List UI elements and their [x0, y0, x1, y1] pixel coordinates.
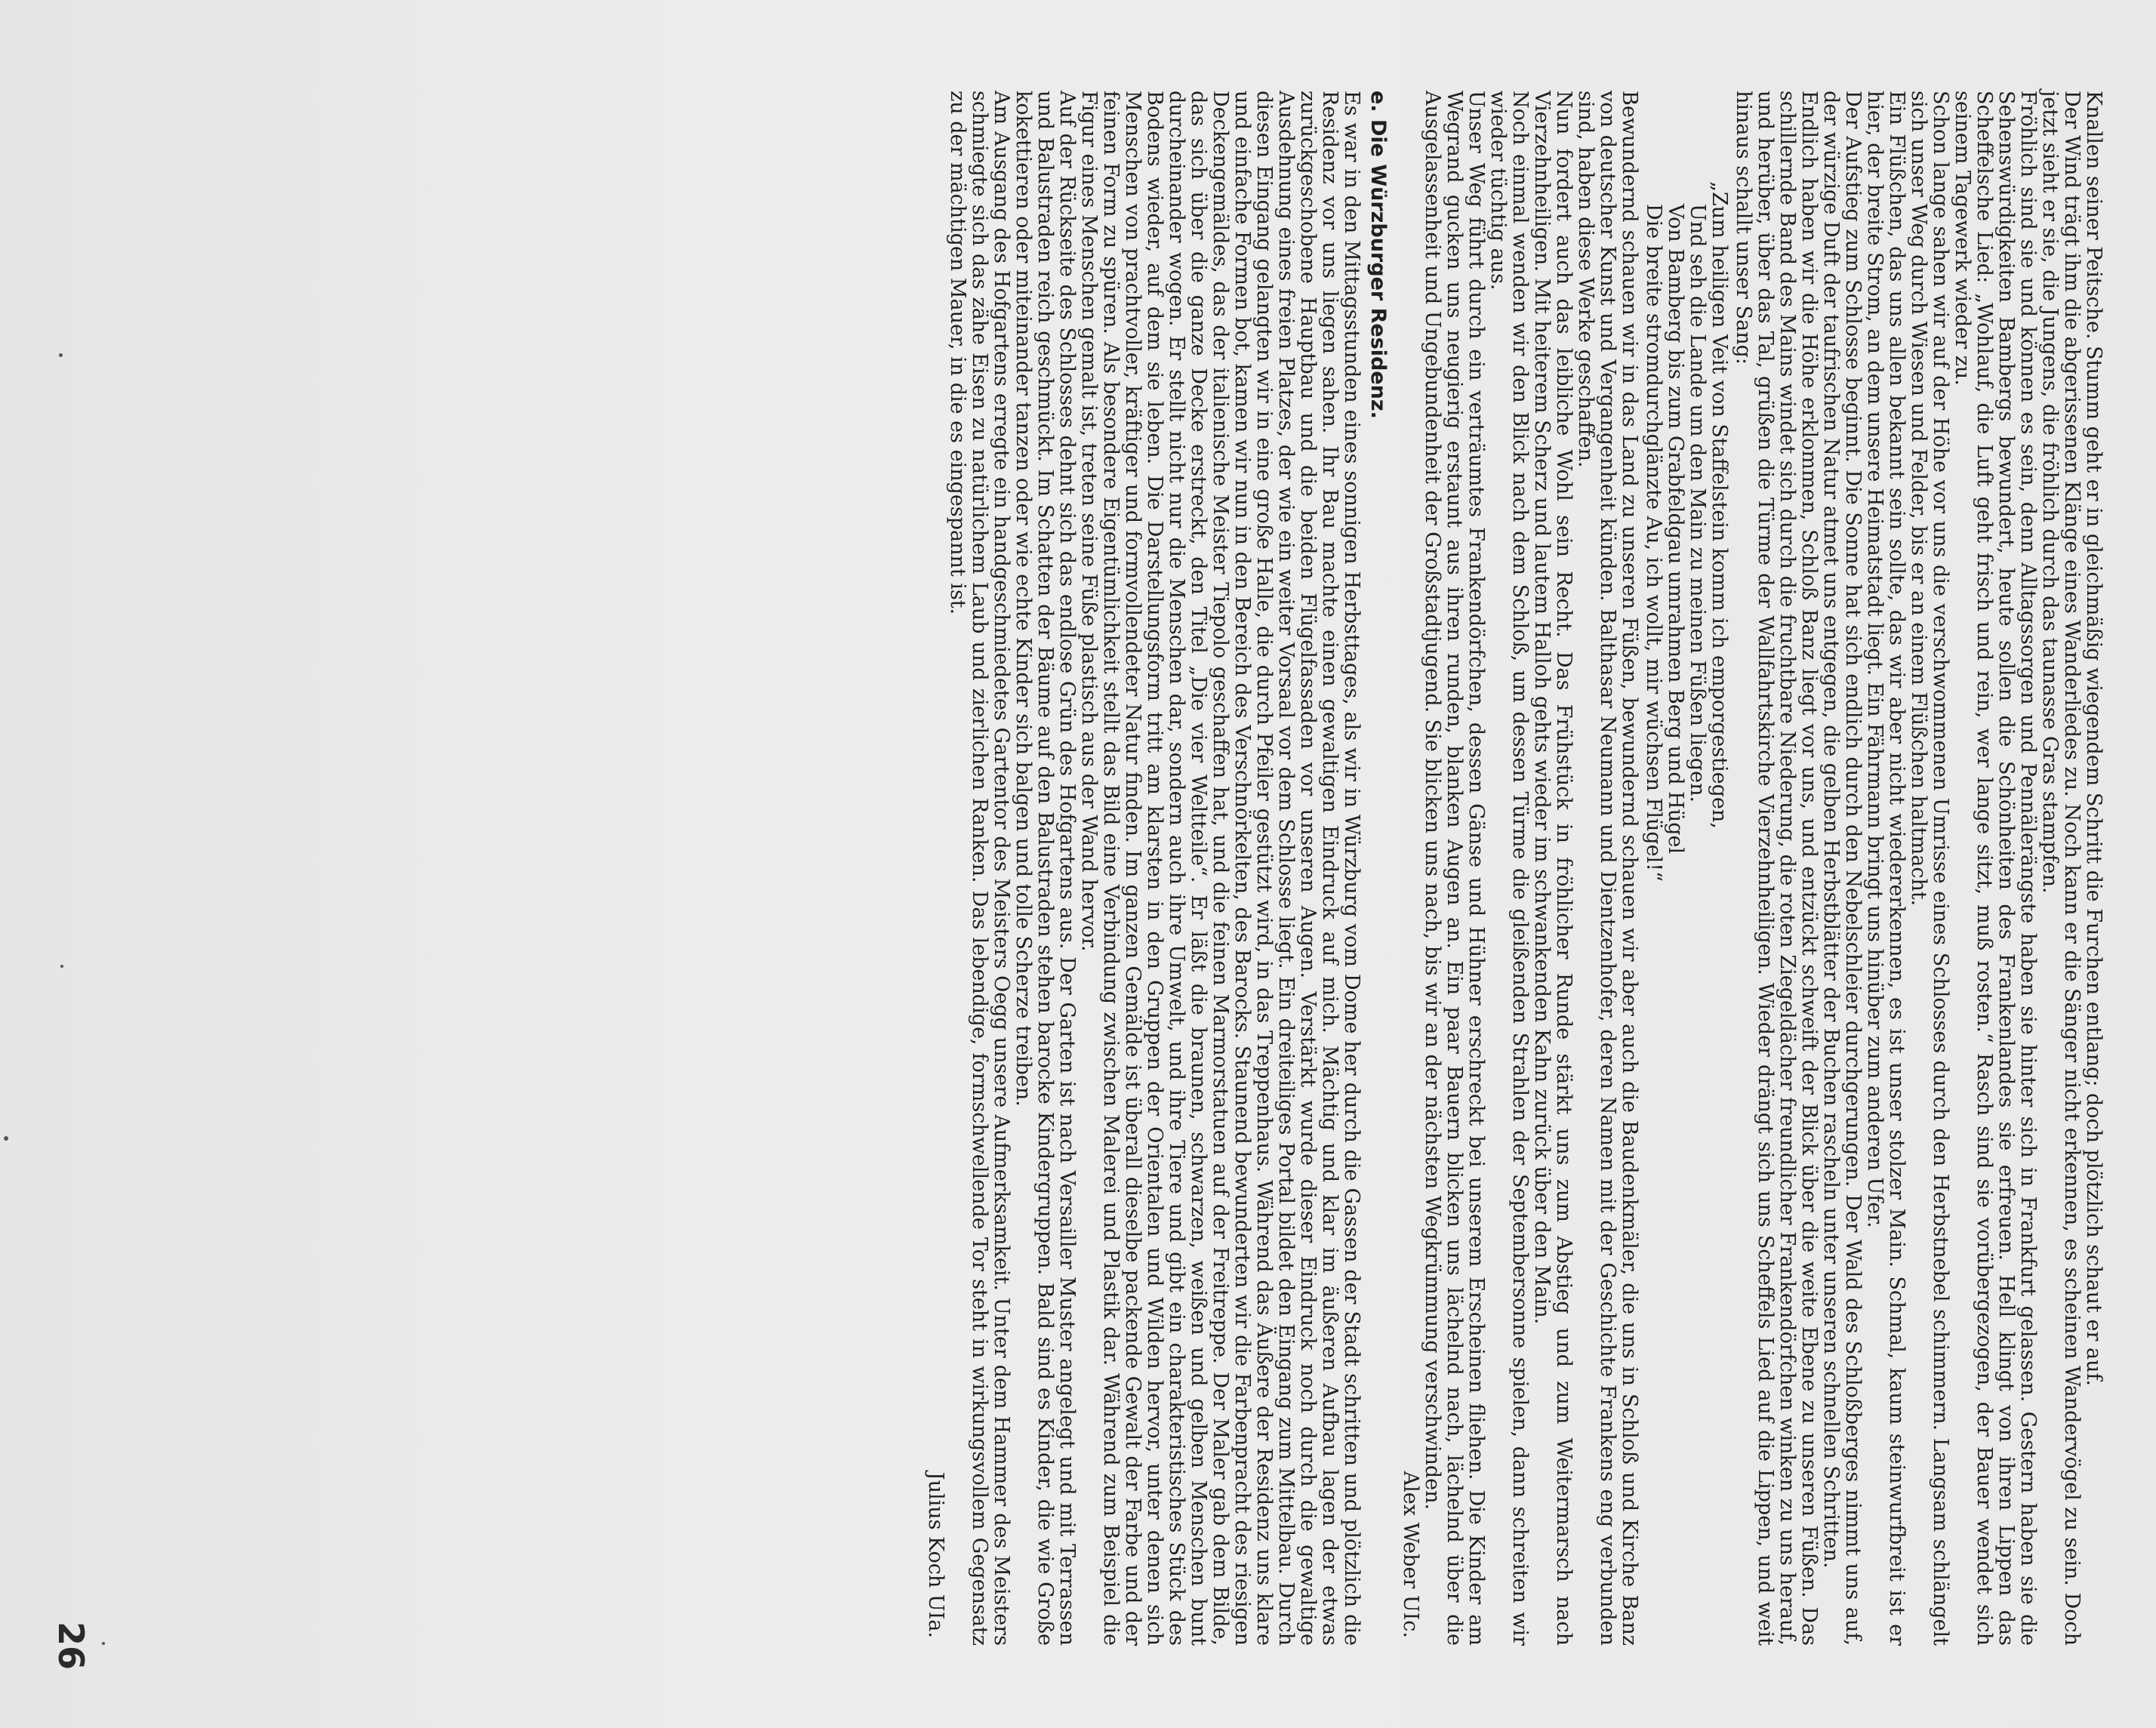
scan-speck	[102, 1642, 105, 1645]
poem-stanza	[1643, 91, 1730, 1646]
paragraph: Schon lange sahen wir auf der Höhe vor uns die verschwommenen Umrisse eines Schlosses durch den Herbstnebel schimmern. Langsam schlängelt sich unser Weg durch Wiesen und Felder, bis er an einem Flüßchen haltmacht.	[1907, 91, 1952, 1646]
scan-speck	[60, 965, 63, 968]
scan-speck	[4, 1136, 8, 1141]
paragraph: Unser Weg führt durch ein verträumtes Frankendörfchen, dessen Gänse und Hühner erschreckt bei unserem Erscheinen fliehen. Die Kinder am Wegrand gucken uns neugierig erstaunt aus ihren runden, blanken Augen an. Ein paar Bauern blicken uns lächelnd nach, lächelnd über die Ausgelassenheit und Ungebundenheit der Großstadtjugend. Sie blicken uns nach, bis wir an der nächsten Wegkrümmung verschwinden.	[1421, 91, 1488, 1646]
paragraph: Auf der Rückseite des Schlosses dehnt sich das endlose Grün des Hofgartens aus. Der Garten ist nach Versailler Muster angelegt und mit Terrassen und Balustraden reich geschmückt. Im Schatten der Bäume auf den Balustraden stehen barocke Kindergruppen. Bald sind es Kinder, die wie Große kokettieren oder miteinander tanzen oder wie echte Kinder sich balgen und tolle Scherze treiben.	[1012, 91, 1079, 1646]
rotated-text-block	[36, 68, 2120, 1671]
paragraph: Fröhlich sind sie und können es sein, denn Alltagssorgen und Pennälerängste haben sie hinter sich in Frankfurt gelassen. Gestern haben sie die Sehenswürdigkeiten Bambergs bewundert, heute sollen die Schönheiten des Frankenlandes sie erfreuen. Hell klingt von ihren Lippen das Scheffelsche Lied: „Wohlauf, die Luft geht frisch und rein, wer lange sitzt, muß rosten.“ Rasch sind sie vorübergezogen, der Bauer wendet sich seinem Tagewerk wieder zu.	[1951, 91, 2040, 1646]
author-signature: Alex Weber UIc.	[1399, 1471, 1422, 1638]
paragraph: Endlich haben wir die Höhe erklommen, Schloß Banz liegt vor uns, und entzückt schweift der Blick über die weite Ebene zu unseren Füßen. Das schillernde Band des Mains windet sich durch die fruchtbare Niederung, die roten Ziegeldächer freundlicher Frankendörfchen winken zu uns herauf, und herüber, über das Tal, grüßen die Türme der Wallfahrtskirche Vierzehnheiligen. Wieder drängt sich uns Scheffels Lied auf die Lippen, und weit hinaus schallt unser Sang:	[1732, 91, 1821, 1646]
author-signature: Julius Koch UIa.	[924, 1471, 947, 1638]
poem-line: Und seh die Lande um den Main zu meinen Füßen liegen.	[1686, 204, 1709, 803]
poem-line: „Zum heiligen Veit von Staffelstein komm ich emporgestiegen,	[1708, 181, 1731, 829]
page-body	[51, 91, 2105, 1671]
paragraph: Ein Flüßchen, das uns allen bekannt sein sollte, das wir aber nicht wiedererkennen, es ist unser stolzer Main. Schmal, kaum steinwurfbreit ist er hier, der breite Strom, an dem unsere Heimatstadt liegt. Ein Fährmann bringt uns hinüber zum anderen Ufer.	[1863, 91, 1908, 1646]
poem-line: Von Bamberg bis zum Grabfeldgau umrahmen Berg und Hügel	[1664, 204, 1687, 855]
paragraph: Am Ausgang des Hofgartens erregte ein handgeschmiedetes Gartentor des Meisters Oegg unsere Aufmerksamkeit. Unter dem Hammer des Meisters schmiegte sich das zähe Eisen zu natürlichem Laub und zierlichen Ranken. Das lebendige, formschwellende Tor steht in wirkungsvollem Gegensatz zu der mächtigen Mauer, in die es eingespannt ist.	[946, 91, 1013, 1646]
poem-line: Die breite stromdurchglänzte Au, ich wollt, mir wüchsen Flügel!“	[1642, 204, 1665, 882]
paragraph: Der Aufstieg zum Schlosse beginnt. Die Sonne hat sich endlich durch den Nebelschleier durchgerungen. Der Wald des Schloßberges nimmt uns auf, der würzige Duft der taufrischen Natur atmet uns entgegen, die gelben Herbstblätter der Buchen rascheln unter unseren schnellen Schritten.	[1819, 91, 1865, 1646]
paragraph: Es war in den Mittagsstunden eines sonnigen Herbsttages, als wir in Würzburg vom Dome her durch die Gassen der Stadt schritten und plötzlich die Residenz vor uns liegen sahen. Ihr Bau machte einen gewaltigen Eindruck auf mich. Mächtig und klar im äußeren Aufbau lagen der etwas zurückgeschobene Hauptbau und die beiden Flügelfassaden vor unseren Augen. Verstärkt wurde dieser Eindruck noch durch die gewaltige Ausdehnung eines freien Platzes, der wie ein weiter Vorsaal vor dem Schlosse liegt. Ein dreiteiliges Portal bildet den Eingang zum Mittelbau. Durch diesen Eingang gelangten wir in eine große Halle, die durch Pfeiler gestützt wird, in das Treppenhaus. Während das Äußere der Residenz uns klare und einfache Formen bot, kamen wir nun in den Bereich des Verschnörkelten, des Barocks. Staunend bewunderten wir die Farbenpracht des riesigen Deckengemäldes, das der italienische Meister Tiepolo geschaffen hat, und die feinen Marmorstatuen auf der Freitreppe. Der Maler gab dem Bilde, das sich über die ganze Decke erstreckt, den Titel „Die vier Weltteile“. Er läßt die braunen, schwarzen, weißen und gelben Menschen bunt durcheinander wogen. Er stellt nicht nur die Menschen dar, sondern auch ihre Umwelt, und ihre Tiere und gibt ein charakteristisches Stück des Bodens wieder, auf dem sie leben. Die Darstellungsform tritt am klarsten in den Gruppen der Orientalen und Wilden hervor, unter denen sich Menschen von prachtvoller, kräftiger und formvollendeter Natur finden. Im ganzen Gemälde ist überall dieselbe packende Gewalt der Farbe und der feinen Form zu spüren. Als besondere Eigentümlichkeit stellt das Bild eine Verbindung zwischen Malerei und Plastik dar. Während zum Beispiel die Figur eines Menschen gemalt ist, treten seine Füße plastisch aus der Wand hervor.	[1077, 91, 1363, 1646]
paragraph: Nun fordert auch das leibliche Wohl sein Recht. Das Frühstück in fröhlicher Runde stärkt uns zum Abstieg und zum Weitermarsch nach Vierzehnheiligen. Mit heiterem Scherz und lautem Halloh gehts wieder im schwankenden Kahn zurück über den Main.	[1530, 91, 1575, 1646]
paragraph: Der Wind trägt ihm die abgerissenen Klänge eines Wanderliedes zu. Noch kann er die Sänger nicht erkennen, es scheinen Wandervögel zu sein. Doch jetzt sieht er sie, die Jungens, die fröhlich durch das taunasse Gras stampfen.	[2038, 91, 2084, 1646]
paragraph: Knallen seiner Peitsche. Stumm geht er in gleichmäßig wiegendem Schritt die Furchen entlang; doch plötzlich schaut er auf.	[2082, 91, 2105, 1387]
page-number: 26	[51, 1622, 91, 1671]
scan-speck	[59, 353, 63, 357]
paragraph: Noch einmal wenden wir den Blick nach dem Schloß, um dessen Türme die gleißenden Strahlen der Septembersonne spielen, dann schreiten wir wieder tüchtig aus.	[1486, 91, 1532, 1646]
section-heading: e. Die Würzburger Residenz.	[1366, 91, 1390, 419]
paragraph: Bewundernd schauen wir in das Land zu unseren Füßen, bewundernd schauen wir aber auch die Baudenkmäler, die uns in Schloß und Kirche Banz von deutscher Kunst und Vergangenheit künden. Balthasar Neumann und Dientzenhofer, deren Namen mit der Geschichte Frankens eng verbunden sind, haben diese Werke geschaffen.	[1574, 91, 1641, 1646]
